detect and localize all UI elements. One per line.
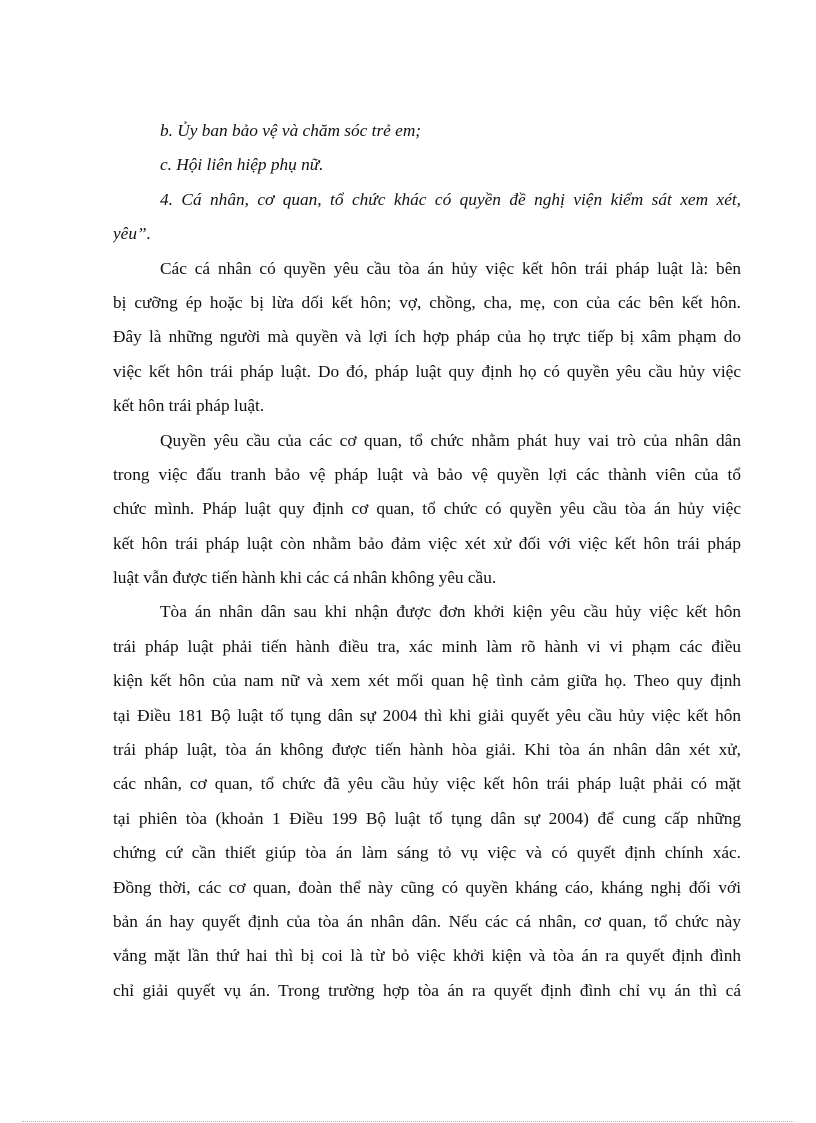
text-line: bị cưỡng ép hoặc bị lừa dối kết hôn; vợ, chồng, cha, mẹ, con của các bên kết hôn. [113,292,741,312]
document-body [113,114,741,1008]
text-line: Đây là những người mà quyền và lợi ích hợp pháp của họ trực tiếp bị xâm phạm do [113,327,741,347]
text-line: b. Ủy ban bảo vệ và chăm sóc trẻ em; [160,121,422,140]
page-bottom-divider [22,1121,794,1122]
text-line: trái pháp luật, tòa án không được tiến hành hòa giải. Khi tòa án nhân dân xét xử, [113,740,741,760]
text-line: c. Hội liên hiệp phụ nữ. [160,155,324,175]
text-line: 4. Cá nhân, cơ quan, tổ chức khác có quyền đề nghị viện kiểm sát xem xét, [160,189,741,209]
text-line: chức mình. Pháp luật quy định cơ quan, tổ chức có quyền yêu cầu tòa án hủy việc [113,499,741,519]
text-line: trong việc đấu tranh bảo vệ pháp luật và bảo vệ quyền lợi các thành viên của tổ [113,464,741,484]
text-line: kết hôn trái pháp luật còn nhằm bảo đảm việc xét xử đối với việc kết hôn trái pháp [113,533,741,553]
text-line: kết hôn trái pháp luật. [113,396,265,416]
paragraph-start-line: Tòa án nhân dân sau khi nhận được đơn khởi kiện yêu cầu hủy việc kết hôn [160,602,741,622]
text-line: luật vẫn được tiến hành khi các cá nhân không yêu cầu. [113,568,497,588]
text-line: kiện kết hôn của nam nữ và xem xét mối quan hệ tình cảm giữa họ. Theo quy định [113,671,741,691]
text-line: tại phiên tòa (khoản 1 Điều 199 Bộ luật tố tụng dân sự 2004) để cung cấp những [113,808,741,828]
text-line: vắng mặt lần thứ hai thì bị coi là từ bỏ việc khởi kiện và tòa án ra quyết định đình [113,946,741,966]
text-line: chứng cứ cần thiết giúp tòa án làm sáng tỏ vụ việc và có quyết định chính xác. [113,843,741,863]
text-line: các nhân, cơ quan, tổ chức đã yêu cầu hủy việc kết hôn trái pháp luật phải có mặt [113,774,741,794]
text-line: bản án hay quyết định của tòa án nhân dân. Nếu các cá nhân, cơ quan, tổ chức này [113,911,741,931]
text-line: trái pháp luật phải tiến hành điều tra, xác minh làm rõ hành vi vi phạm các điều [113,636,741,656]
paragraph-start-line: Quyền yêu cầu của các cơ quan, tổ chức nhằm phát huy vai trò của nhân dân [160,430,741,450]
text-line: chỉ giải quyết vụ án. Trong trường hợp tòa án ra quyết định đình chỉ vụ án thì cá [113,980,741,1000]
paragraph-start-line: Các cá nhân có quyền yêu cầu tòa án hủy việc kết hôn trái pháp luật là: bên [160,258,741,278]
text-line: Đồng thời, các cơ quan, đoàn thể này cũng có quyền kháng cáo, kháng nghị đối với [113,877,741,897]
text-line: tại Điều 181 Bộ luật tố tụng dân sự 2004 thì khi giải quyết yêu cầu hủy việc kết hôn [113,705,741,725]
text-line: việc kết hôn trái pháp luật. Do đó, pháp luật quy định họ có quyền yêu cầu hủy việc [113,361,741,381]
text-line: yêu”. [113,224,151,244]
